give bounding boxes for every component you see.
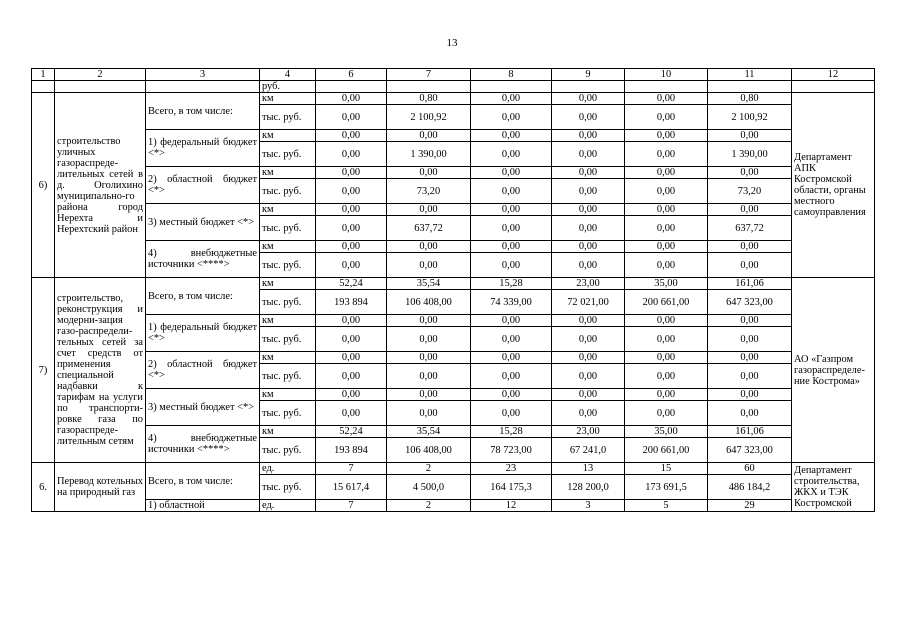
value-cell: 0,00 [552,216,625,241]
value-cell: 106 408,00 [387,290,471,315]
table-row [32,500,875,512]
unit-cell: км [260,315,316,327]
value-cell: 0,00 [316,389,387,401]
item-description: Перевод котельных на природный газ [55,463,146,512]
value-cell: 35,54 [387,278,471,290]
value-cell: 72 021,00 [552,290,625,315]
value-cell: 0,00 [708,204,792,216]
responsible-party: Департамент АПК Костромской области, органы местного самоуправления [792,93,875,278]
value-cell: 0,00 [471,93,552,105]
value-cell: 0,00 [471,401,552,426]
value-cell: 0,00 [552,364,625,389]
item-description: строительство, реконструкция и модерни-зация газо-распредели-тельных сетей за счет средств от применения специальной надбавки к тарифам на услуги по транспорти-ровке газа по газораспреде-лительным сетям [55,278,146,463]
value-cell: 12 [471,500,552,512]
funding-source: Всего, в том числе: [146,93,260,130]
unit-cell: ед. [260,500,316,512]
value-cell: 1 390,00 [708,142,792,167]
funding-source: 1) федеральный бюджет <*> [146,130,260,167]
value-cell: 60 [708,463,792,475]
value-cell: 0,00 [625,204,708,216]
unit-cell: тыс. руб. [260,364,316,389]
value-cell: 0,00 [471,216,552,241]
unit-cell: тыс. руб. [260,438,316,463]
value-cell: 0,00 [316,142,387,167]
value-cell: 0,00 [708,389,792,401]
column-header: 3 [146,69,260,81]
unit-cell: км [260,426,316,438]
column-header: 12 [792,69,875,81]
value-cell: 0,00 [552,327,625,352]
column-header: 9 [552,69,625,81]
value-cell: 0,00 [471,352,552,364]
value-cell: 7 [316,500,387,512]
value-cell: 0,00 [471,105,552,130]
value-cell: 0,00 [316,401,387,426]
value-cell: 0,00 [552,105,625,130]
column-header: 4 [260,69,316,81]
unit-cell: км [260,389,316,401]
table-row [32,352,875,364]
value-cell: 0,00 [625,327,708,352]
value-cell: 0,00 [552,142,625,167]
funding-source: 1) областной [146,500,260,512]
funding-source: Всего, в том числе: [146,463,260,500]
unit-cell: тыс. руб. [260,105,316,130]
value-cell: 4 500,0 [387,475,471,500]
value-cell: 35,00 [625,278,708,290]
value-cell: 13 [552,463,625,475]
value-cell: 2 [387,500,471,512]
table-row [32,389,875,401]
value-cell: 0,00 [552,93,625,105]
value-cell: 0,00 [552,389,625,401]
value-cell: 0,00 [552,253,625,278]
value-cell: 0,00 [316,327,387,352]
unit-cell: тыс. руб. [260,179,316,204]
value-cell: 67 241,0 [552,438,625,463]
unit-cell: км [260,241,316,253]
value-cell: 0,00 [316,179,387,204]
value-cell: 637,72 [387,216,471,241]
value-cell: 0,00 [708,315,792,327]
table-row [32,130,875,142]
value-cell: 173 691,5 [625,475,708,500]
value-cell: 0,00 [316,241,387,253]
value-cell: 0,00 [708,364,792,389]
unit-cell: ед. [260,463,316,475]
funding-source: 3) местный бюджет <*> [146,389,260,426]
value-cell: 0,00 [387,327,471,352]
value-cell: 73,20 [387,179,471,204]
item-index: 6. [32,463,55,512]
value-cell: 3 [552,500,625,512]
value-cell: 0,00 [471,389,552,401]
value-cell: 0,00 [471,204,552,216]
unit-cell: км [260,278,316,290]
value-cell: 0,00 [387,401,471,426]
value-cell: 0,00 [625,253,708,278]
value-cell: 0,00 [316,105,387,130]
value-cell: 0,00 [625,142,708,167]
value-cell: 35,00 [625,426,708,438]
value-cell: 29 [708,500,792,512]
value-cell: 0,80 [708,93,792,105]
unit-cell: руб. [260,81,316,93]
column-header: 8 [471,69,552,81]
value-cell: 0,00 [625,167,708,179]
value-cell: 0,00 [552,401,625,426]
value-cell: 0,00 [387,204,471,216]
value-cell: 0,80 [387,93,471,105]
item-index: 6) [32,93,55,278]
value-cell: 0,00 [552,167,625,179]
funding-source: 4) внебюджетные источники <****> [146,426,260,463]
unit-cell: км [260,204,316,216]
funding-source: Всего, в том числе: [146,278,260,315]
value-cell: 52,24 [316,426,387,438]
value-cell: 637,72 [708,216,792,241]
unit-cell: тыс. руб. [260,290,316,315]
column-header: 11 [708,69,792,81]
responsible-party: Департамент строительства, ЖКХ и ТЭК Костромской [792,463,875,512]
table-row [32,463,875,475]
value-cell: 0,00 [708,253,792,278]
funding-source: 4) внебюджетные источники <****> [146,241,260,278]
value-cell: 0,00 [387,315,471,327]
value-cell: 0,00 [316,130,387,142]
value-cell: 0,00 [387,130,471,142]
value-cell: 0,00 [316,364,387,389]
value-cell: 0,00 [625,401,708,426]
value-cell: 0,00 [316,167,387,179]
value-cell: 0,00 [708,130,792,142]
value-cell: 200 661,00 [625,438,708,463]
value-cell: 0,00 [387,364,471,389]
unit-cell: км [260,352,316,364]
unit-cell: тыс. руб. [260,142,316,167]
value-cell: 23,00 [552,278,625,290]
value-cell: 0,00 [625,216,708,241]
value-cell: 128 200,0 [552,475,625,500]
value-cell: 0,00 [316,204,387,216]
funding-source: 2) областной бюджет <*> [146,352,260,389]
value-cell: 0,00 [471,167,552,179]
value-cell: 0,00 [552,130,625,142]
value-cell: 0,00 [387,352,471,364]
value-cell: 0,00 [552,241,625,253]
carryover-row [32,81,875,93]
table-row [32,93,875,105]
unit-cell: км [260,167,316,179]
unit-cell: тыс. руб. [260,216,316,241]
value-cell: 15,28 [471,278,552,290]
value-cell: 0,00 [625,179,708,204]
value-cell: 35,54 [387,426,471,438]
value-cell: 0,00 [316,253,387,278]
table-row [32,204,875,216]
value-cell: 0,00 [316,315,387,327]
header-row [32,69,875,81]
value-cell: 200 661,00 [625,290,708,315]
column-header: 1 [32,69,55,81]
funding-source: 3) местный бюджет <*> [146,204,260,241]
value-cell: 0,00 [552,179,625,204]
value-cell: 0,00 [471,253,552,278]
value-cell: 23,00 [552,426,625,438]
value-cell: 0,00 [387,167,471,179]
value-cell: 161,06 [708,278,792,290]
value-cell: 2 100,92 [387,105,471,130]
value-cell: 0,00 [625,315,708,327]
value-cell: 647 323,00 [708,438,792,463]
table-row [32,426,875,438]
value-cell: 0,00 [708,327,792,352]
value-cell: 0,00 [625,105,708,130]
value-cell: 0,00 [708,167,792,179]
value-cell: 0,00 [316,352,387,364]
value-cell: 0,00 [708,401,792,426]
value-cell: 0,00 [625,352,708,364]
value-cell: 0,00 [471,364,552,389]
value-cell: 0,00 [471,179,552,204]
column-header: 2 [55,69,146,81]
item-index: 7) [32,278,55,463]
column-header: 10 [625,69,708,81]
value-cell: 0,00 [625,389,708,401]
table-row [32,315,875,327]
value-cell: 0,00 [471,130,552,142]
unit-cell: км [260,93,316,105]
value-cell: 647 323,00 [708,290,792,315]
value-cell: 0,00 [471,241,552,253]
funding-source: 1) федеральный бюджет <*> [146,315,260,352]
value-cell: 15 [625,463,708,475]
value-cell: 1 390,00 [387,142,471,167]
value-cell: 161,06 [708,426,792,438]
unit-cell: тыс. руб. [260,327,316,352]
value-cell: 0,00 [552,204,625,216]
unit-cell: тыс. руб. [260,401,316,426]
table-row [32,241,875,253]
unit-cell: тыс. руб. [260,475,316,500]
value-cell: 2 100,92 [708,105,792,130]
table-body [32,69,875,512]
value-cell: 0,00 [625,130,708,142]
value-cell: 0,00 [552,352,625,364]
value-cell: 0,00 [316,93,387,105]
responsible-party: АО «Газпром газораспределе-ние Кострома» [792,278,875,463]
page-number: 13 [446,37,458,49]
value-cell: 0,00 [708,241,792,253]
value-cell: 7 [316,463,387,475]
program-table [31,68,875,512]
value-cell: 74 339,00 [471,290,552,315]
value-cell: 0,00 [625,93,708,105]
value-cell: 23 [471,463,552,475]
value-cell: 486 184,2 [708,475,792,500]
table-row [32,278,875,290]
value-cell: 0,00 [625,364,708,389]
value-cell: 0,00 [316,216,387,241]
value-cell: 0,00 [708,352,792,364]
unit-cell: тыс. руб. [260,253,316,278]
value-cell: 0,00 [471,327,552,352]
column-header: 6 [316,69,387,81]
unit-cell: км [260,130,316,142]
item-description: строительство уличных газораспреде-лительных сетей в д. Оголихино муниципально-го района город Нерехта и Нерехтский район [55,93,146,278]
value-cell: 106 408,00 [387,438,471,463]
value-cell: 0,00 [625,241,708,253]
value-cell: 193 894 [316,438,387,463]
value-cell: 15 617,4 [316,475,387,500]
value-cell: 0,00 [471,315,552,327]
value-cell: 0,00 [552,315,625,327]
value-cell: 5 [625,500,708,512]
value-cell: 78 723,00 [471,438,552,463]
value-cell: 0,00 [471,142,552,167]
value-cell: 193 894 [316,290,387,315]
funding-source: 2) областной бюджет <*> [146,167,260,204]
column-header: 7 [387,69,471,81]
value-cell: 0,00 [387,253,471,278]
value-cell: 2 [387,463,471,475]
value-cell: 73,20 [708,179,792,204]
value-cell: 0,00 [387,389,471,401]
value-cell: 15,28 [471,426,552,438]
value-cell: 52,24 [316,278,387,290]
value-cell: 164 175,3 [471,475,552,500]
table-row [32,167,875,179]
value-cell: 0,00 [387,241,471,253]
